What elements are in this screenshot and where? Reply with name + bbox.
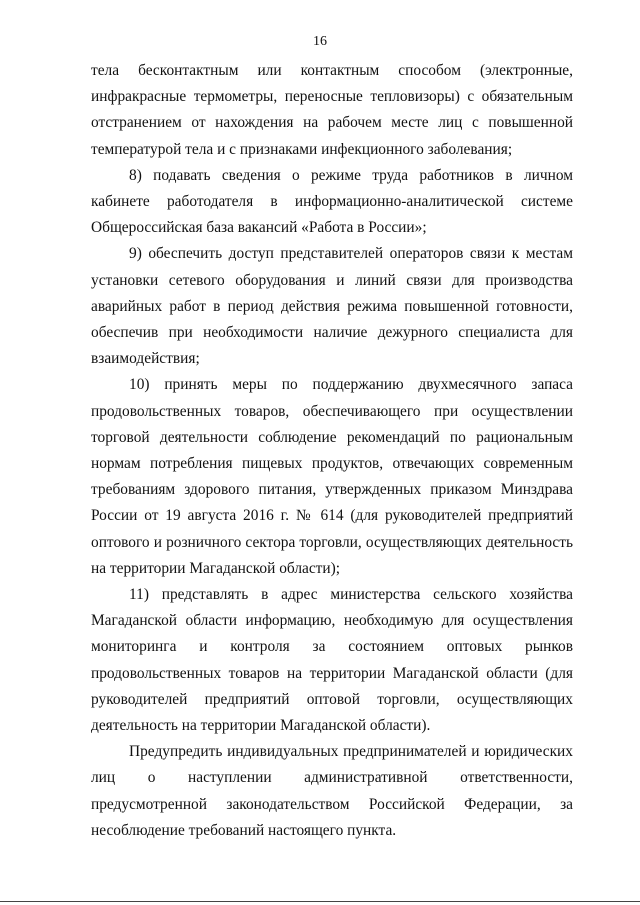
page-number: 16 — [313, 34, 327, 49]
page-bottom-rule — [0, 901, 640, 903]
paragraph-item-9: 9) обеспечить доступ представителей операторов связи к местам установки сетевого оборудования и линий связи для производства аварийных работ в период действия режима повышенной готовности, обеспечив при необходимости наличие дежурного специалиста для взаимодействия; — [91, 245, 573, 368]
paragraph-item-8: 8) подавать сведения о режиме труда работников в личном кабинете работодателя в информационно-аналитической системе Общероссийская база вакансий «Работа в России»; — [91, 166, 573, 237]
paragraph-item-11: 11) представлять в адрес министерства сельского хозяйства Магаданской области информацию, необходимую для осуществления мониторинга и контроля за состоянием оптовых рынков продовольственных товаров на территории Магаданской области (для руководителей предприятий оптовой торговли, осуществляющих деятельность на территории Магаданской области). — [91, 586, 573, 735]
paragraph-item-10: 10) принять меры по поддержанию двухмесячного запаса продовольственных товаров, обеспечивающего при осуществлении торговой деятельности соблюдение рекомендаций по рациональным нормам потребления пищевых продуктов, отвечающих современным требованиям здорового питания, утвержденных приказом Минздрава России от 19 августа 2016 г. № 614 (для руководителей предприятий оптового и розничного сектора торговли, осуществляющих деятельность на территории Магаданской области); — [91, 376, 573, 577]
paragraph-continuation: тела бесконтактным или контактным способом (электронные, инфракрасные термометры, переносные тепловизоры) с обязательным отстранением от нахождения на рабочем месте лиц с повышенной температурой тела и с признаками инфекционного заболевания; — [91, 62, 573, 158]
document-body — [91, 58, 573, 844]
paragraph-warning: Предупредить индивидуальных предпринимателей и юридических лиц о наступлении административной ответственности, предусмотренной законодательством Российской Федерации, за несоблюдение требований настоящего пункта. — [91, 743, 573, 839]
